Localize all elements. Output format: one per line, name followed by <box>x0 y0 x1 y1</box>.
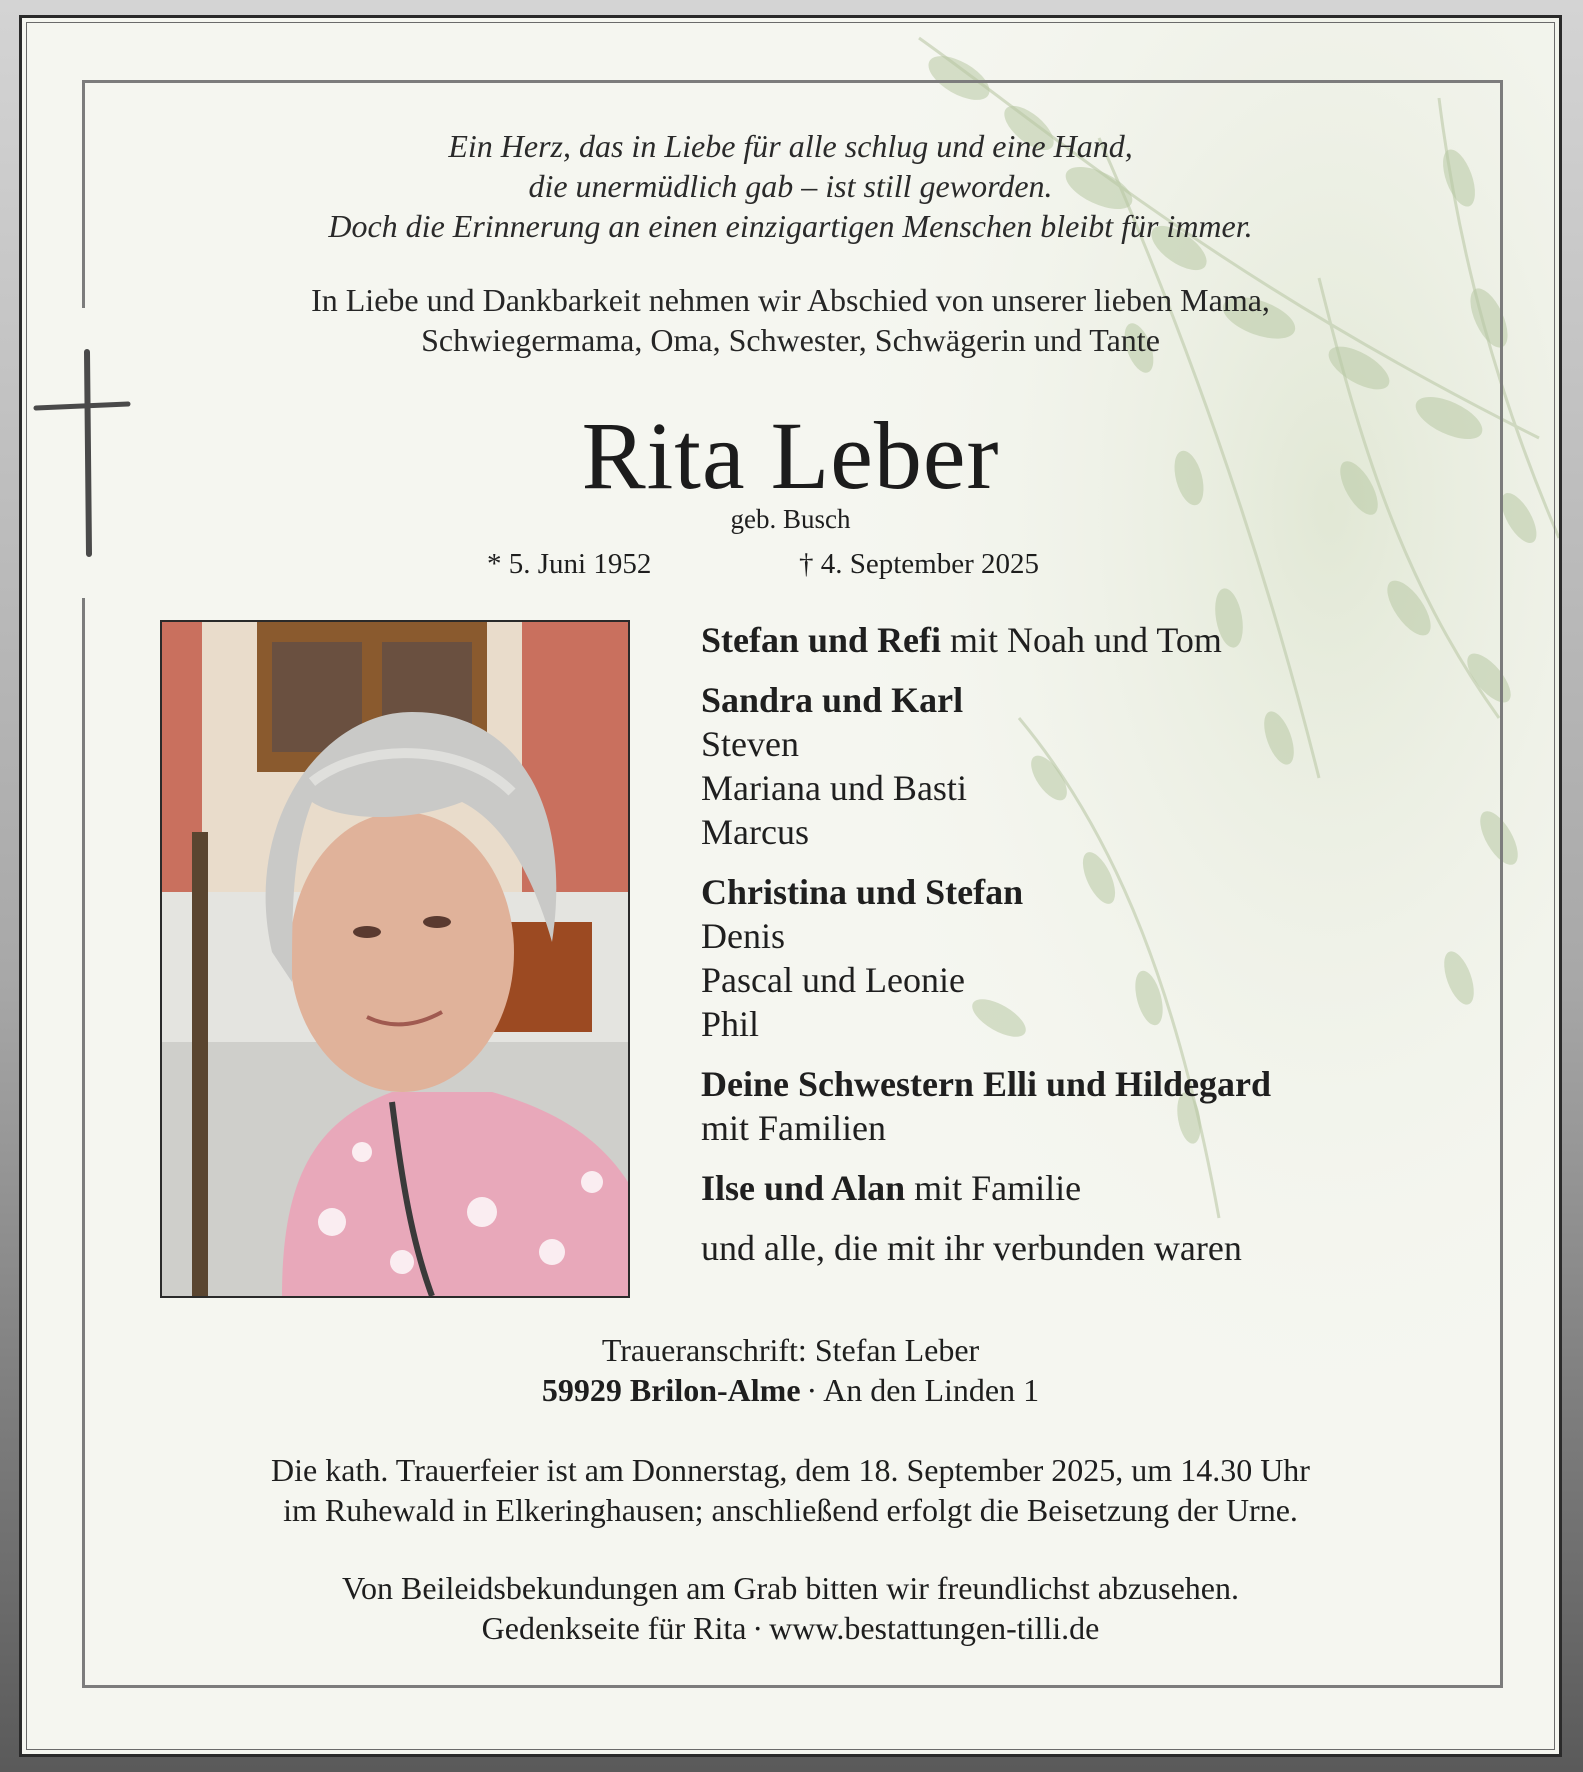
intro-line: Schwiegermama, Oma, Schwester, Schwägerin und Tante <box>421 322 1160 358</box>
mourner-group <box>701 1062 1491 1150</box>
mourner-detail: Steven <box>701 724 799 764</box>
ceremony-info <box>22 1450 1559 1530</box>
mourner-detail: Pascal und Leonie <box>701 960 965 1000</box>
mourner-names: Sandra und Karl <box>701 680 964 720</box>
ceremony-line: im Ruhewald in Elkeringhausen; anschließend erfolgt die Beisetzung der Urne. <box>283 1492 1298 1528</box>
mourner-group <box>701 618 1491 662</box>
mourner-names: Ilse und Alan <box>701 1168 906 1208</box>
address-city: 59929 Brilon-Alme <box>541 1372 801 1408</box>
ceremony-line: Die kath. Trauerfeier ist am Donnerstag, dem 18. September 2025, um 14.30 Uhr <box>271 1452 1310 1488</box>
separator: · <box>752 1610 764 1646</box>
mourner-detail: Phil <box>701 1004 760 1044</box>
mourner-detail: Denis <box>701 916 785 956</box>
mourner-names: Stefan und Refi <box>701 620 942 660</box>
motto-line: die unermüdlich gab – ist still geworden. <box>528 168 1053 204</box>
motto-verse <box>22 126 1559 246</box>
motto-line: Doch die Erinnerung an einen einzigartigen Menschen bleibt für immer. <box>328 208 1253 244</box>
motto-line: Ein Herz, das in Liebe für alle schlug und eine Hand, <box>448 128 1133 164</box>
birth-name: geb. Busch <box>730 504 851 534</box>
intro-line: In Liebe und Dankbarkeit nehmen wir Abschied von unserer lieben Mama, <box>311 282 1270 318</box>
mourner-detail: Marcus <box>701 812 809 852</box>
mourner-names: Christina und Stefan <box>701 872 1024 912</box>
address-label: Traueranschrift: Stefan Leber <box>601 1332 980 1368</box>
memorial-page-label: Gedenkseite für Rita <box>481 1610 747 1646</box>
mourner-detail: mit Noah und Tom <box>941 620 1222 660</box>
mourner-detail: mit Familie <box>905 1168 1082 1208</box>
death-date: † 4. September 2025 <box>799 548 1040 580</box>
memorial-website-link[interactable]: www.bestattungen-tilli.de <box>769 1610 1100 1646</box>
deceased-name: Rita Leber <box>581 402 1000 509</box>
mourner-group <box>701 1166 1491 1210</box>
obituary-content <box>22 18 1559 1754</box>
closing-note <box>22 1568 1559 1648</box>
portrait-illustration <box>162 622 628 1296</box>
mourning-address <box>22 1330 1559 1410</box>
mourner-detail: und alle, die mit ihr verbunden waren <box>701 1228 1242 1268</box>
address-street: An den Linden 1 <box>823 1372 1040 1408</box>
condolence-note: Von Beileidsbekundungen am Grab bitten wir freundlichst abzusehen. <box>342 1570 1239 1606</box>
portrait-photo <box>160 620 630 1298</box>
birth-date: * 5. Juni 1952 <box>487 548 652 580</box>
intro-text <box>22 280 1559 360</box>
mourner-detail: Mariana und Basti <box>701 768 967 808</box>
separator: · <box>806 1372 818 1408</box>
mourner-names: Deine Schwestern Elli und Hildegard <box>701 1064 1272 1104</box>
mourner-group <box>701 678 1491 854</box>
mourner-group <box>701 1226 1491 1270</box>
obituary-card <box>22 18 1559 1754</box>
mourner-detail: mit Familien <box>701 1108 886 1148</box>
mourners-list <box>701 618 1491 1286</box>
mourner-group <box>701 870 1491 1046</box>
